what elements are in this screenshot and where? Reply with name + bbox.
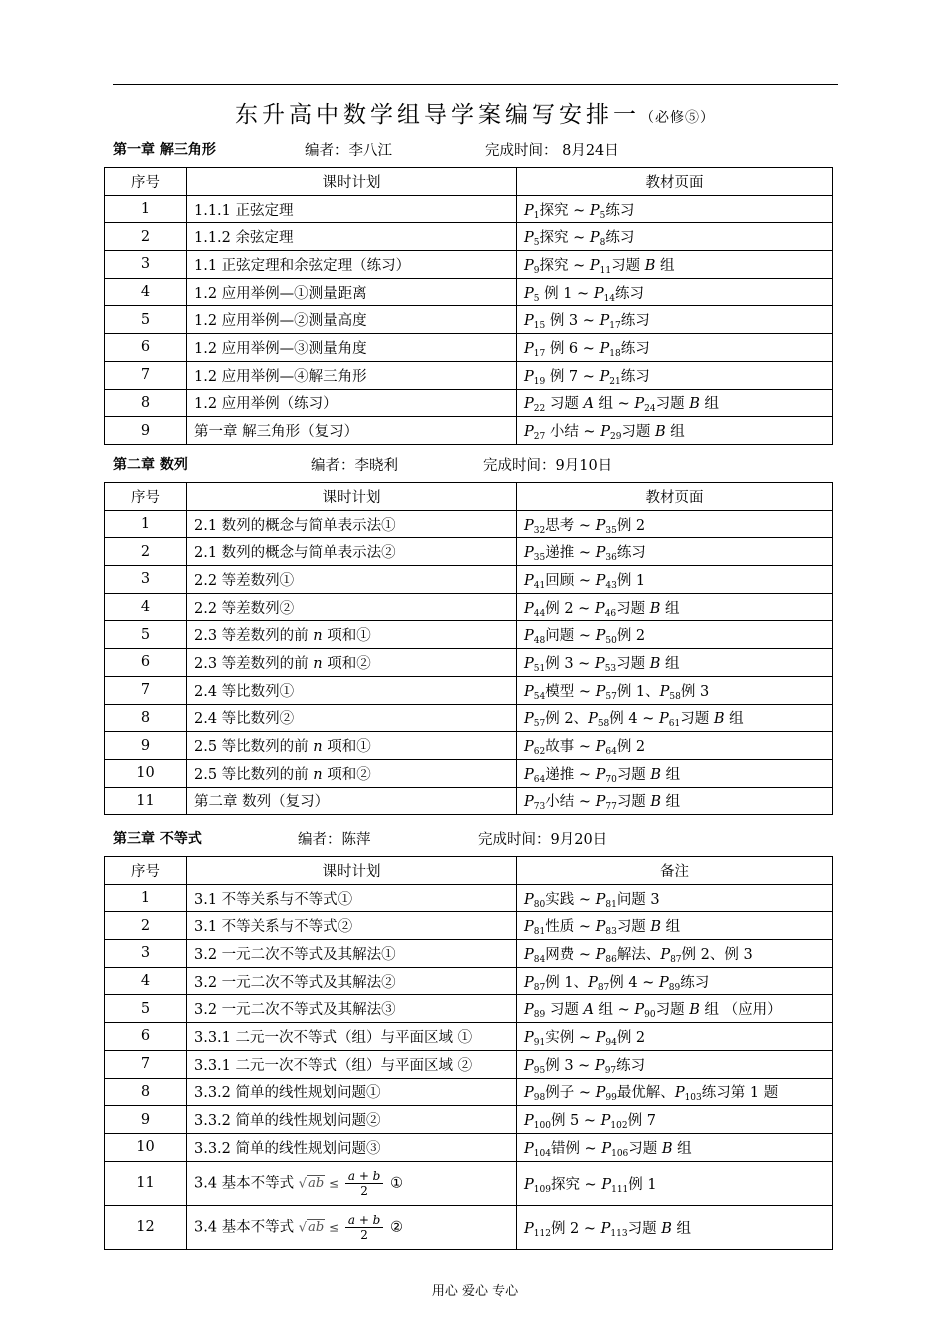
row-number: 6 <box>105 334 187 362</box>
math-var: B <box>689 1002 700 1019</box>
page-ref: P <box>524 919 534 936</box>
page-ref: P <box>601 1176 612 1193</box>
page-ref: P <box>589 202 600 219</box>
textbook-pages: $P_{27}$ 小结 ~ $P_{29}$习题 B 组 <box>517 417 833 445</box>
page-ref: P <box>524 1220 534 1237</box>
table-row <box>105 1161 833 1205</box>
page-ref: P <box>595 1029 606 1046</box>
sqrt-symbol: √ab <box>298 1176 325 1192</box>
row-number: 11 <box>105 1161 187 1205</box>
table-row <box>105 334 833 362</box>
lesson-plan: 2.4 等比数列② <box>187 704 517 732</box>
leq-symbol: ≤ <box>325 1176 343 1191</box>
page-ref: P <box>658 974 669 991</box>
column-header: 序号 <box>105 483 187 511</box>
math-var: n <box>313 739 323 756</box>
page-ref: P <box>600 1220 611 1237</box>
textbook-pages: $P_{80}$实践 ~ $P_{81}$问题 3 <box>517 884 833 912</box>
textbook-pages: $P_9$探究 ~ $P_{11}$习题 B 组 <box>517 251 833 279</box>
page-title <box>0 96 950 129</box>
column-header: 教材页面 <box>517 483 833 511</box>
fraction: $\frac{a + b}{2}$ <box>345 1213 384 1242</box>
lesson-plan: 2.4 等比数列① <box>187 676 517 704</box>
textbook-pages: $P_{44}$例 2 ~ $P_{46}$习题 B 组 <box>517 593 833 621</box>
chapter-1-table <box>104 167 833 445</box>
fraction: $\frac{a + b}{2}$ <box>345 1169 384 1198</box>
textbook-pages: $P_{95}$例 3 ~ $P_{97}$练习 <box>517 1050 833 1078</box>
table-row <box>105 967 833 995</box>
table-row <box>105 676 833 704</box>
column-header: 序号 <box>105 168 187 196</box>
lesson-plan: 3.2 一元二次不等式及其解法② <box>187 967 517 995</box>
page-ref: P <box>595 919 606 936</box>
math-var: B <box>661 1140 673 1157</box>
row-number: 1 <box>105 195 187 223</box>
leq-symbol: ≤ <box>325 1220 343 1235</box>
lesson-plan: 1.2 应用举例—①测量距离 <box>187 278 517 306</box>
textbook-pages: $P_{51}$例 3 ~ $P_{53}$习题 B 组 <box>517 649 833 677</box>
row-number: 4 <box>105 278 187 306</box>
table-row <box>105 278 833 306</box>
textbook-pages: $P_{89}$ 习题 A 组 ~ $P_{90}$习题 B 组 （应用） <box>517 995 833 1023</box>
table-row <box>105 1205 833 1249</box>
column-header: 备注 <box>517 857 833 885</box>
lesson-plan: 3.2 一元二次不等式及其解法③ <box>187 995 517 1023</box>
page-ref: P <box>634 1002 645 1019</box>
row-number: 7 <box>105 676 187 704</box>
page-ref: P <box>524 1002 534 1019</box>
table-row <box>105 223 833 251</box>
page-ref: P <box>594 1057 605 1074</box>
column-header: 序号 <box>105 857 187 885</box>
page-ref: P <box>599 340 610 357</box>
row-number: 1 <box>105 884 187 912</box>
page-ref: P <box>595 766 606 783</box>
textbook-pages: $P_{87}$例 1、$P_{87}$例 4 ~ $P_{89}$练习 <box>517 967 833 995</box>
math-var: B <box>649 655 661 672</box>
page-ref: P <box>524 628 534 645</box>
math-var: B <box>649 600 661 617</box>
lesson-plan: 3.2 一元二次不等式及其解法① <box>187 940 517 968</box>
page-ref: P <box>524 257 534 274</box>
textbook-pages: $P_{54}$模型 ~ $P_{57}$例 1、$P_{58}$例 3 <box>517 676 833 704</box>
page-ref: P <box>634 396 645 413</box>
page-ref: P <box>524 794 534 811</box>
editor-label: 编者：李八江 <box>305 143 392 159</box>
lesson-plan: 1.2 应用举例（练习） <box>187 389 517 417</box>
table-row <box>105 389 833 417</box>
row-number: 2 <box>105 223 187 251</box>
page-ref: P <box>588 974 598 991</box>
page-ref: P <box>599 368 610 385</box>
table-row <box>105 1133 833 1161</box>
chapter-3-table <box>104 856 833 1250</box>
page-ref: P <box>524 313 534 330</box>
lesson-plan: 1.1.2 余弦定理 <box>187 223 517 251</box>
table-row <box>105 538 833 566</box>
table-header-row <box>105 483 833 511</box>
page-ref: P <box>595 545 606 562</box>
page-ref: P <box>524 572 534 589</box>
page-ref: P <box>524 655 534 672</box>
row-number: 6 <box>105 1023 187 1051</box>
page-ref: P <box>674 1085 685 1102</box>
lesson-plan: 1.1 正弦定理和余弦定理（练习） <box>187 251 517 279</box>
textbook-pages: $P_5$ 例 1 ~ $P_{14}$练习 <box>517 278 833 306</box>
table-row <box>105 884 833 912</box>
row-number: 6 <box>105 649 187 677</box>
math-var: B <box>644 257 656 274</box>
page-ref: P <box>595 891 606 908</box>
math-var: B <box>650 766 662 783</box>
row-number: 2 <box>105 912 187 940</box>
table-row <box>105 195 833 223</box>
row-number: 4 <box>105 593 187 621</box>
textbook-pages: $P_{84}$网费 ~ $P_{86}$解法、$P_{87}$例 2、例 3 <box>517 940 833 968</box>
completion-date: 完成时间：9月20日 <box>478 832 608 848</box>
math-var: B <box>713 711 725 728</box>
lesson-plan: 2.3 等差数列的前 n 项和① <box>187 621 517 649</box>
math-var: n <box>313 766 323 783</box>
column-header: 课时计划 <box>187 483 517 511</box>
row-number: 10 <box>105 1133 187 1161</box>
column-header: 课时计划 <box>187 857 517 885</box>
textbook-pages: $P_{81}$性质 ~ $P_{83}$习题 B 组 <box>517 912 833 940</box>
math-var: A <box>583 1002 594 1019</box>
textbook-pages: $P_{19}$ 例 7 ~ $P_{21}$练习 <box>517 361 833 389</box>
chapter-title: 第一章 解三角形 <box>113 142 216 158</box>
page-ref: P <box>524 711 534 728</box>
table-header-row <box>105 857 833 885</box>
lesson-plan: 2.2 等差数列① <box>187 566 517 594</box>
textbook-pages: $P_1$探究 ~ $P_5$练习 <box>517 195 833 223</box>
page-ref: P <box>524 1029 534 1046</box>
table-row <box>105 912 833 940</box>
row-number: 9 <box>105 732 187 760</box>
page-ref: P <box>524 285 534 302</box>
textbook-pages: $P_{22}$ 习题 A 组 ~ $P_{24}$习题 B 组 <box>517 389 833 417</box>
textbook-pages: $P_{98}$例子 ~ $P_{99}$最优解、$P_{103}$练习第 1 题 <box>517 1078 833 1106</box>
page-ref: P <box>595 628 606 645</box>
editor-label: 编者：李晓利 <box>311 458 398 474</box>
row-number: 3 <box>105 566 187 594</box>
column-header: 教材页面 <box>517 168 833 196</box>
math-var: B <box>650 794 662 811</box>
math-var: B <box>661 1220 672 1237</box>
page-ref: P <box>524 600 534 617</box>
page-ref: P <box>593 285 604 302</box>
row-number: 3 <box>105 940 187 968</box>
page-ref: P <box>594 655 605 672</box>
row-number: 3 <box>105 251 187 279</box>
completion-date: 完成时间：9月10日 <box>483 458 613 474</box>
math-var: A <box>583 396 594 413</box>
page-ref: P <box>658 711 669 728</box>
page-ref: P <box>600 1113 611 1130</box>
textbook-pages: $P_{64}$递推 ~ $P_{70}$习题 B 组 <box>517 759 833 787</box>
lesson-plan: 1.2 应用举例—③测量角度 <box>187 334 517 362</box>
footer: 用心 爱心 专心 <box>431 1284 519 1299</box>
table-row <box>105 1050 833 1078</box>
math-var: B <box>655 424 666 441</box>
table-row <box>105 251 833 279</box>
row-number: 7 <box>105 1050 187 1078</box>
page-ref: P <box>524 1113 534 1130</box>
page-ref: P <box>595 517 606 534</box>
lesson-plan: 2.3 等差数列的前 n 项和② <box>187 649 517 677</box>
page-ref: P <box>524 202 534 219</box>
page-ref: P <box>589 230 600 247</box>
page-ref: P <box>595 1085 606 1102</box>
textbook-pages: $P_{35}$递推 ~ $P_{36}$练习 <box>517 538 833 566</box>
table-row <box>105 940 833 968</box>
lesson-plan: 1.1.1 正弦定理 <box>187 195 517 223</box>
lesson-plan: 3.3.2 简单的线性规划问题③ <box>187 1133 517 1161</box>
lesson-plan: 3.1 不等关系与不等式② <box>187 912 517 940</box>
row-number: 9 <box>105 1106 187 1134</box>
table-row <box>105 566 833 594</box>
page-ref: P <box>524 396 534 413</box>
lesson-plan: 第一章 解三角形（复习） <box>187 417 517 445</box>
page-ref: P <box>660 946 671 963</box>
lesson-plan: 2.2 等差数列② <box>187 593 517 621</box>
math-var: n <box>313 655 323 672</box>
math-var: n <box>313 628 323 645</box>
top-rule <box>113 84 838 85</box>
lesson-plan: 2.1 数列的概念与简单表示法① <box>187 510 517 538</box>
table-row <box>105 621 833 649</box>
page-ref: P <box>524 946 534 963</box>
page-ref: P <box>595 794 606 811</box>
page-ref: P <box>524 424 534 441</box>
row-number: 4 <box>105 967 187 995</box>
textbook-pages: $P_{100}$例 5 ~ $P_{102}$例 7 <box>517 1106 833 1134</box>
textbook-pages: $P_{41}$回顾 ~ $P_{43}$例 1 <box>517 566 833 594</box>
page-ref: P <box>524 683 534 700</box>
page-ref: P <box>588 711 598 728</box>
lesson-plan: 1.2 应用举例—④解三角形 <box>187 361 517 389</box>
page-ref: P <box>524 545 534 562</box>
column-header: 课时计划 <box>187 168 517 196</box>
page-ref: P <box>524 974 534 991</box>
page-ref: P <box>524 739 534 756</box>
chapter-title: 第二章 数列 <box>113 457 188 473</box>
textbook-pages: $P_{57}$例 2、$P_{58}$例 4 ~ $P_{61}$习题 B 组 <box>517 704 833 732</box>
lesson-plan: 1.2 应用举例—②测量高度 <box>187 306 517 334</box>
table-row <box>105 593 833 621</box>
row-number: 5 <box>105 306 187 334</box>
title-sub: （必修⑤） <box>640 110 715 126</box>
page-ref: P <box>524 517 534 534</box>
completion-date: 完成时间： 8月24日 <box>485 143 619 159</box>
page-ref: P <box>595 683 606 700</box>
textbook-pages: $P_{62}$故事 ~ $P_{64}$例 2 <box>517 732 833 760</box>
row-number: 8 <box>105 704 187 732</box>
textbook-pages: $P_{104}$错例 ~ $P_{106}$习题 B 组 <box>517 1133 833 1161</box>
table-row <box>105 361 833 389</box>
row-number: 10 <box>105 759 187 787</box>
row-number: 2 <box>105 538 187 566</box>
row-number: 11 <box>105 787 187 815</box>
textbook-pages: $P_{109}$探究 ~ $P_{111}$例 1 <box>517 1161 833 1205</box>
lesson-plan: 3.4 基本不等式 √ab ≤ $\frac{a + b}{2}$ ① <box>187 1161 517 1205</box>
page-ref: P <box>595 572 606 589</box>
textbook-pages: $P_{112}$例 2 ~ $P_{113}$习题 B 组 <box>517 1205 833 1249</box>
chapter-2-table <box>104 482 833 815</box>
table-row <box>105 1106 833 1134</box>
page-ref: P <box>599 313 610 330</box>
lesson-plan: 2.1 数列的概念与简单表示法② <box>187 538 517 566</box>
row-number: 7 <box>105 361 187 389</box>
row-number: 5 <box>105 621 187 649</box>
title-main: 东升高中数学组导学案编写安排一 <box>235 102 640 128</box>
table-row <box>105 306 833 334</box>
lesson-plan: 3.3.1 二元一次不等式（组）与平面区域 ① <box>187 1023 517 1051</box>
lesson-plan: 第二章 数列（复习） <box>187 787 517 815</box>
page-ref: P <box>600 424 610 441</box>
page-ref: P <box>594 600 605 617</box>
page-ref: P <box>524 1057 534 1074</box>
row-number: 9 <box>105 417 187 445</box>
textbook-pages: $P_{17}$ 例 6 ~ $P_{18}$练习 <box>517 334 833 362</box>
table-row <box>105 732 833 760</box>
lesson-plan: 3.3.2 简单的线性规划问题① <box>187 1078 517 1106</box>
table-row <box>105 510 833 538</box>
page-ref: P <box>524 230 534 247</box>
lesson-plan: 3.3.1 二元一次不等式（组）与平面区域 ② <box>187 1050 517 1078</box>
table-row <box>105 649 833 677</box>
table-row <box>105 995 833 1023</box>
editor-label: 编者：陈萍 <box>298 832 371 848</box>
page-ref: P <box>589 257 600 274</box>
textbook-pages: $P_5$探究 ~ $P_8$练习 <box>517 223 833 251</box>
lesson-plan: 3.3.2 简单的线性规划问题② <box>187 1106 517 1134</box>
math-var: B <box>650 919 662 936</box>
page-ref: P <box>524 368 534 385</box>
lesson-plan: 2.5 等比数列的前 n 项和② <box>187 759 517 787</box>
textbook-pages: $P_{15}$ 例 3 ~ $P_{17}$练习 <box>517 306 833 334</box>
table-header-row <box>105 168 833 196</box>
table-row <box>105 1078 833 1106</box>
table-row <box>105 787 833 815</box>
table-row <box>105 417 833 445</box>
row-number: 1 <box>105 510 187 538</box>
page-ref: P <box>524 1085 534 1102</box>
table-row <box>105 704 833 732</box>
page-ref: P <box>595 946 606 963</box>
table-row <box>105 759 833 787</box>
lesson-plan: 3.4 基本不等式 √ab ≤ $\frac{a + b}{2}$ ② <box>187 1205 517 1249</box>
lesson-plan: 3.1 不等关系与不等式① <box>187 884 517 912</box>
row-number: 8 <box>105 389 187 417</box>
page-ref: P <box>524 891 534 908</box>
page-ref: P <box>524 1176 534 1193</box>
page-ref: P <box>524 340 534 357</box>
textbook-pages: $P_{91}$实例 ~ $P_{94}$例 2 <box>517 1023 833 1051</box>
row-number: 8 <box>105 1078 187 1106</box>
textbook-pages: $P_{73}$小结 ~ $P_{77}$习题 B 组 <box>517 787 833 815</box>
sqrt-symbol: √ab <box>298 1220 325 1236</box>
textbook-pages: $P_{32}$思考 ~ $P_{35}$例 2 <box>517 510 833 538</box>
math-var: B <box>689 396 700 413</box>
page-ref: P <box>524 766 534 783</box>
table-row <box>105 1023 833 1051</box>
row-number: 12 <box>105 1205 187 1249</box>
page-ref: P <box>595 739 606 756</box>
row-number: 5 <box>105 995 187 1023</box>
page-ref: P <box>524 1140 534 1157</box>
page-ref: P <box>659 683 670 700</box>
chapter-title: 第三章 不等式 <box>113 831 202 847</box>
textbook-pages: $P_{48}$问题 ~ $P_{50}$例 2 <box>517 621 833 649</box>
page-ref: P <box>601 1140 612 1157</box>
lesson-plan: 2.5 等比数列的前 n 项和① <box>187 732 517 760</box>
